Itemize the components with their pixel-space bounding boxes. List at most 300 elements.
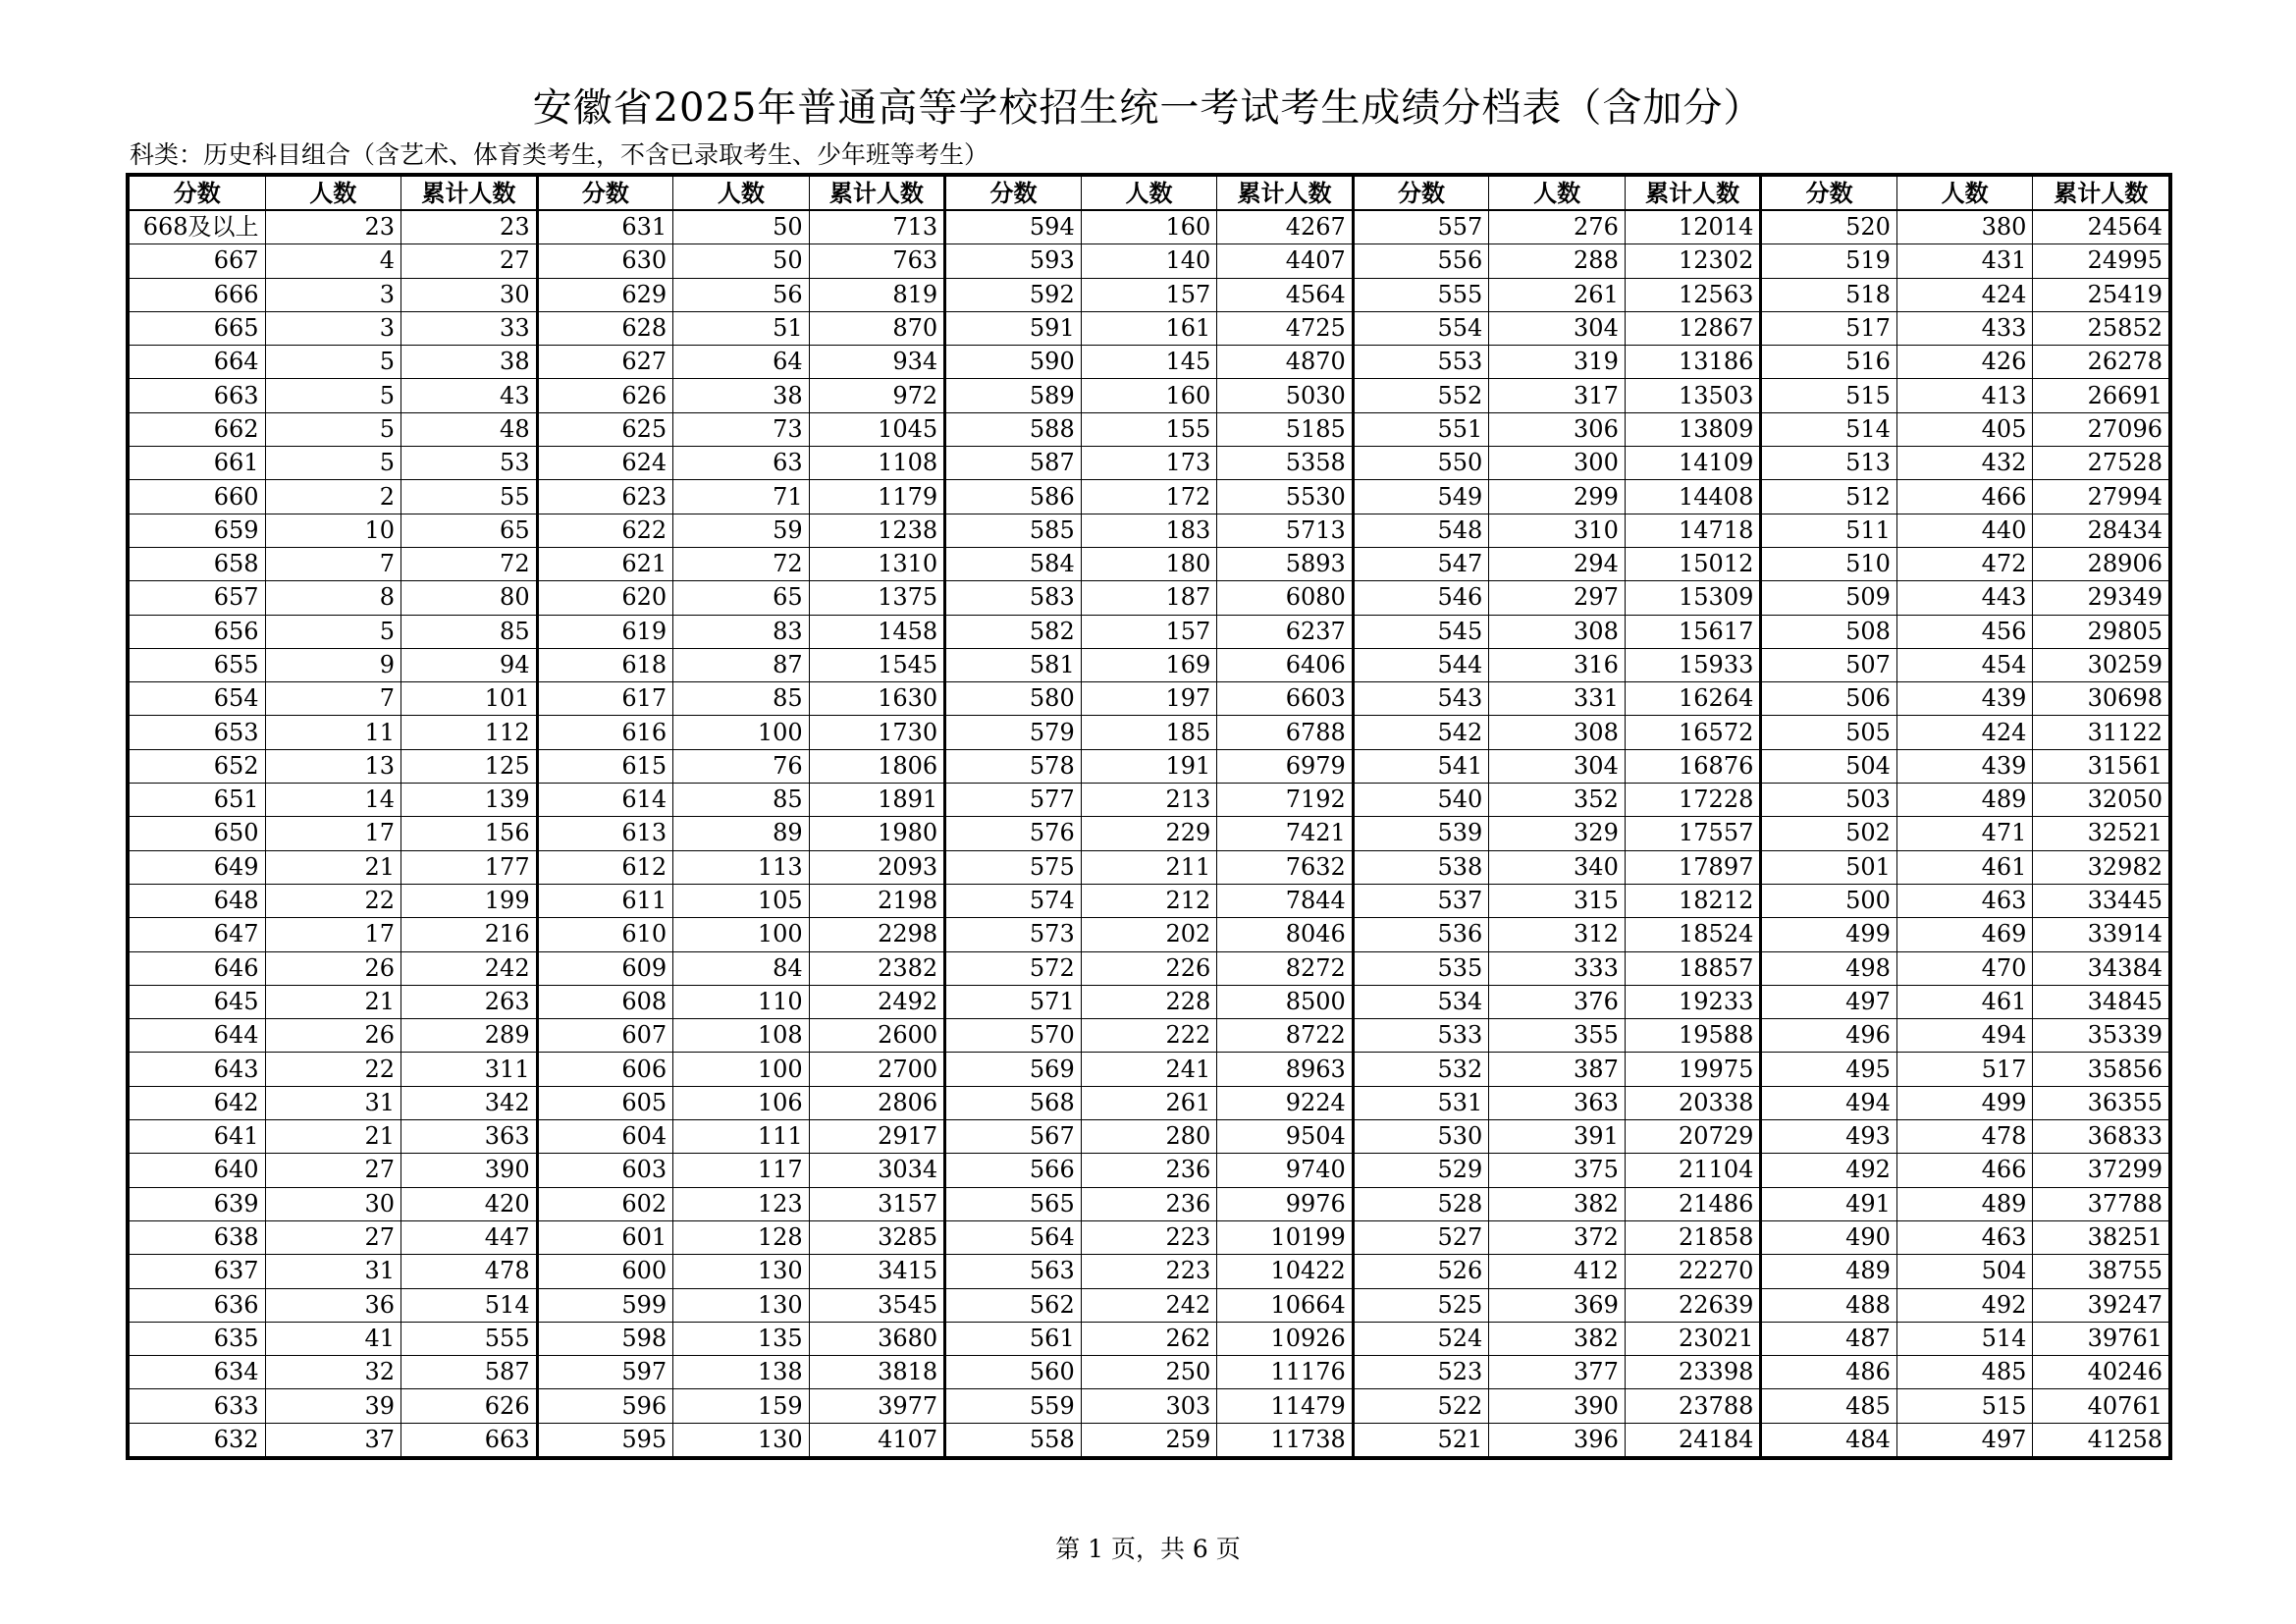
cumulative-cell: 32521 bbox=[2033, 817, 2169, 850]
cumulative-cell: 3818 bbox=[809, 1356, 945, 1389]
count-cell: 22 bbox=[265, 1053, 401, 1086]
cumulative-cell: 242 bbox=[401, 951, 538, 985]
cumulative-cell: 1458 bbox=[809, 615, 945, 648]
cumulative-cell: 819 bbox=[809, 278, 945, 311]
cumulative-cell: 37299 bbox=[2033, 1154, 2169, 1187]
score-cell: 548 bbox=[1353, 514, 1489, 547]
count-cell: 41 bbox=[265, 1322, 401, 1355]
score-cell: 656 bbox=[130, 615, 266, 648]
cumulative-cell: 8046 bbox=[1217, 918, 1354, 951]
cumulative-cell: 6080 bbox=[1217, 581, 1354, 615]
score-cell: 497 bbox=[1761, 985, 1897, 1018]
count-cell: 50 bbox=[673, 244, 810, 278]
count-cell: 173 bbox=[1081, 447, 1217, 480]
score-cell: 529 bbox=[1353, 1154, 1489, 1187]
score-cell: 591 bbox=[945, 311, 1082, 345]
count-cell: 21 bbox=[265, 985, 401, 1018]
count-cell: 22 bbox=[265, 884, 401, 917]
cumulative-cell: 35339 bbox=[2033, 1019, 2169, 1053]
cumulative-cell: 10926 bbox=[1217, 1322, 1354, 1355]
cumulative-cell: 3285 bbox=[809, 1220, 945, 1254]
count-cell: 499 bbox=[1896, 1086, 2033, 1119]
score-cell: 603 bbox=[537, 1154, 673, 1187]
score-cell: 666 bbox=[130, 278, 266, 311]
score-cell: 522 bbox=[1353, 1389, 1489, 1423]
cumulative-cell: 31561 bbox=[2033, 749, 2169, 783]
cumulative-cell: 15309 bbox=[1625, 581, 1761, 615]
score-cell: 487 bbox=[1761, 1322, 1897, 1355]
count-cell: 145 bbox=[1081, 346, 1217, 379]
score-cell: 563 bbox=[945, 1255, 1082, 1288]
cumulative-cell: 8500 bbox=[1217, 985, 1354, 1018]
cumulative-cell: 55 bbox=[401, 480, 538, 514]
score-cell: 636 bbox=[130, 1288, 266, 1322]
count-cell: 39 bbox=[265, 1389, 401, 1423]
score-cell: 661 bbox=[130, 447, 266, 480]
count-cell: 161 bbox=[1081, 311, 1217, 345]
cumulative-cell: 31122 bbox=[2033, 716, 2169, 749]
score-cell: 584 bbox=[945, 547, 1082, 580]
score-cell: 531 bbox=[1353, 1086, 1489, 1119]
score-cell: 567 bbox=[945, 1120, 1082, 1154]
score-cell: 662 bbox=[130, 412, 266, 446]
count-cell: 23 bbox=[265, 210, 401, 244]
count-cell: 110 bbox=[673, 985, 810, 1018]
score-cell: 625 bbox=[537, 412, 673, 446]
score-cell: 668及以上 bbox=[130, 210, 266, 244]
count-cell: 461 bbox=[1896, 850, 2033, 884]
cumulative-cell: 11479 bbox=[1217, 1389, 1354, 1423]
count-cell: 211 bbox=[1081, 850, 1217, 884]
count-cell: 169 bbox=[1081, 648, 1217, 681]
score-cell: 650 bbox=[130, 817, 266, 850]
count-cell: 105 bbox=[673, 884, 810, 917]
column-header-cumulative: 累计人数 bbox=[809, 177, 945, 211]
score-cell: 619 bbox=[537, 615, 673, 648]
count-cell: 426 bbox=[1896, 346, 2033, 379]
count-cell: 10 bbox=[265, 514, 401, 547]
table-row bbox=[130, 716, 2169, 749]
score-cell: 606 bbox=[537, 1053, 673, 1086]
cumulative-cell: 7192 bbox=[1217, 784, 1354, 817]
score-cell: 638 bbox=[130, 1220, 266, 1254]
column-header-count: 人数 bbox=[1896, 177, 2033, 211]
count-cell: 63 bbox=[673, 447, 810, 480]
score-cell: 590 bbox=[945, 346, 1082, 379]
cumulative-cell: 1310 bbox=[809, 547, 945, 580]
score-cell: 504 bbox=[1761, 749, 1897, 783]
table-row bbox=[130, 648, 2169, 681]
score-cell: 622 bbox=[537, 514, 673, 547]
score-cell: 571 bbox=[945, 985, 1082, 1018]
count-cell: 250 bbox=[1081, 1356, 1217, 1389]
cumulative-cell: 289 bbox=[401, 1019, 538, 1053]
count-cell: 160 bbox=[1081, 210, 1217, 244]
cumulative-cell: 29805 bbox=[2033, 615, 2169, 648]
score-cell: 608 bbox=[537, 985, 673, 1018]
score-cell: 569 bbox=[945, 1053, 1082, 1086]
count-cell: 222 bbox=[1081, 1019, 1217, 1053]
cumulative-cell: 23021 bbox=[1625, 1322, 1761, 1355]
score-cell: 607 bbox=[537, 1019, 673, 1053]
count-cell: 76 bbox=[673, 749, 810, 783]
count-cell: 157 bbox=[1081, 615, 1217, 648]
cumulative-cell: 7421 bbox=[1217, 817, 1354, 850]
score-cell: 553 bbox=[1353, 346, 1489, 379]
count-cell: 310 bbox=[1489, 514, 1626, 547]
count-cell: 242 bbox=[1081, 1288, 1217, 1322]
table-row bbox=[130, 1288, 2169, 1322]
cumulative-cell: 85 bbox=[401, 615, 538, 648]
score-cell: 513 bbox=[1761, 447, 1897, 480]
cumulative-cell: 65 bbox=[401, 514, 538, 547]
score-cell: 508 bbox=[1761, 615, 1897, 648]
score-cell: 618 bbox=[537, 648, 673, 681]
cumulative-cell: 1045 bbox=[809, 412, 945, 446]
score-cell: 573 bbox=[945, 918, 1082, 951]
cumulative-cell: 3545 bbox=[809, 1288, 945, 1322]
cumulative-cell: 16264 bbox=[1625, 682, 1761, 716]
count-cell: 517 bbox=[1896, 1053, 2033, 1086]
score-distribution-table-frame bbox=[126, 173, 2172, 1460]
cumulative-cell: 263 bbox=[401, 985, 538, 1018]
cumulative-cell: 4725 bbox=[1217, 311, 1354, 345]
cumulative-cell: 6237 bbox=[1217, 615, 1354, 648]
score-cell: 512 bbox=[1761, 480, 1897, 514]
count-cell: 504 bbox=[1896, 1255, 2033, 1288]
score-cell: 581 bbox=[945, 648, 1082, 681]
score-cell: 495 bbox=[1761, 1053, 1897, 1086]
cumulative-cell: 4564 bbox=[1217, 278, 1354, 311]
count-cell: 377 bbox=[1489, 1356, 1626, 1389]
score-cell: 657 bbox=[130, 581, 266, 615]
cumulative-cell: 1179 bbox=[809, 480, 945, 514]
count-cell: 50 bbox=[673, 210, 810, 244]
score-cell: 646 bbox=[130, 951, 266, 985]
cumulative-cell: 53 bbox=[401, 447, 538, 480]
cumulative-cell: 125 bbox=[401, 749, 538, 783]
score-cell: 596 bbox=[537, 1389, 673, 1423]
count-cell: 308 bbox=[1489, 716, 1626, 749]
count-cell: 26 bbox=[265, 951, 401, 985]
count-cell: 108 bbox=[673, 1019, 810, 1053]
score-cell: 555 bbox=[1353, 278, 1489, 311]
cumulative-cell: 39247 bbox=[2033, 1288, 2169, 1322]
cumulative-cell: 5358 bbox=[1217, 447, 1354, 480]
cumulative-cell: 6406 bbox=[1217, 648, 1354, 681]
score-cell: 527 bbox=[1353, 1220, 1489, 1254]
score-cell: 572 bbox=[945, 951, 1082, 985]
cumulative-cell: 5030 bbox=[1217, 379, 1354, 412]
count-cell: 14 bbox=[265, 784, 401, 817]
score-cell: 554 bbox=[1353, 311, 1489, 345]
count-cell: 117 bbox=[673, 1154, 810, 1187]
count-cell: 288 bbox=[1489, 244, 1626, 278]
score-cell: 574 bbox=[945, 884, 1082, 917]
score-cell: 501 bbox=[1761, 850, 1897, 884]
column-header-cumulative: 累计人数 bbox=[401, 177, 538, 211]
cumulative-cell: 7844 bbox=[1217, 884, 1354, 917]
count-cell: 37 bbox=[265, 1423, 401, 1456]
score-cell: 488 bbox=[1761, 1288, 1897, 1322]
score-cell: 486 bbox=[1761, 1356, 1897, 1389]
cumulative-cell: 94 bbox=[401, 648, 538, 681]
cumulative-cell: 5185 bbox=[1217, 412, 1354, 446]
cumulative-cell: 22270 bbox=[1625, 1255, 1761, 1288]
count-cell: 440 bbox=[1896, 514, 2033, 547]
cumulative-cell: 16876 bbox=[1625, 749, 1761, 783]
cumulative-cell: 4870 bbox=[1217, 346, 1354, 379]
count-cell: 223 bbox=[1081, 1255, 1217, 1288]
count-cell: 304 bbox=[1489, 311, 1626, 345]
count-cell: 439 bbox=[1896, 682, 2033, 716]
score-cell: 564 bbox=[945, 1220, 1082, 1254]
score-cell: 629 bbox=[537, 278, 673, 311]
score-cell: 663 bbox=[130, 379, 266, 412]
count-cell: 405 bbox=[1896, 412, 2033, 446]
score-cell: 541 bbox=[1353, 749, 1489, 783]
score-cell: 523 bbox=[1353, 1356, 1489, 1389]
cumulative-cell: 11176 bbox=[1217, 1356, 1354, 1389]
cumulative-cell: 36833 bbox=[2033, 1120, 2169, 1154]
score-cell: 550 bbox=[1353, 447, 1489, 480]
count-cell: 469 bbox=[1896, 918, 2033, 951]
cumulative-cell: 18524 bbox=[1625, 918, 1761, 951]
count-cell: 303 bbox=[1081, 1389, 1217, 1423]
count-cell: 380 bbox=[1896, 210, 2033, 244]
table-row bbox=[130, 1086, 2169, 1119]
score-cell: 565 bbox=[945, 1187, 1082, 1220]
table-row bbox=[130, 244, 2169, 278]
cumulative-cell: 19588 bbox=[1625, 1019, 1761, 1053]
count-cell: 113 bbox=[673, 850, 810, 884]
count-cell: 355 bbox=[1489, 1019, 1626, 1053]
score-cell: 506 bbox=[1761, 682, 1897, 716]
count-cell: 456 bbox=[1896, 615, 2033, 648]
count-cell: 413 bbox=[1896, 379, 2033, 412]
cumulative-cell: 3977 bbox=[809, 1389, 945, 1423]
count-cell: 515 bbox=[1896, 1389, 2033, 1423]
cumulative-cell: 342 bbox=[401, 1086, 538, 1119]
score-cell: 667 bbox=[130, 244, 266, 278]
count-cell: 300 bbox=[1489, 447, 1626, 480]
table-row bbox=[130, 1389, 2169, 1423]
score-cell: 643 bbox=[130, 1053, 266, 1086]
count-cell: 31 bbox=[265, 1086, 401, 1119]
header-row bbox=[130, 177, 2169, 211]
score-cell: 628 bbox=[537, 311, 673, 345]
count-cell: 463 bbox=[1896, 884, 2033, 917]
score-cell: 582 bbox=[945, 615, 1082, 648]
score-cell: 579 bbox=[945, 716, 1082, 749]
table-row bbox=[130, 1187, 2169, 1220]
cumulative-cell: 14718 bbox=[1625, 514, 1761, 547]
score-cell: 645 bbox=[130, 985, 266, 1018]
score-cell: 578 bbox=[945, 749, 1082, 783]
score-cell: 490 bbox=[1761, 1220, 1897, 1254]
count-cell: 3 bbox=[265, 311, 401, 345]
cumulative-cell: 33914 bbox=[2033, 918, 2169, 951]
cumulative-cell: 28906 bbox=[2033, 547, 2169, 580]
cumulative-cell: 23788 bbox=[1625, 1389, 1761, 1423]
count-cell: 390 bbox=[1489, 1389, 1626, 1423]
count-cell: 372 bbox=[1489, 1220, 1626, 1254]
column-header-count: 人数 bbox=[1081, 177, 1217, 211]
count-cell: 56 bbox=[673, 278, 810, 311]
cumulative-cell: 390 bbox=[401, 1154, 538, 1187]
cumulative-cell: 9504 bbox=[1217, 1120, 1354, 1154]
score-cell: 545 bbox=[1353, 615, 1489, 648]
table-row bbox=[130, 278, 2169, 311]
count-cell: 7 bbox=[265, 682, 401, 716]
count-cell: 180 bbox=[1081, 547, 1217, 580]
cumulative-cell: 23 bbox=[401, 210, 538, 244]
count-cell: 123 bbox=[673, 1187, 810, 1220]
cumulative-cell: 40246 bbox=[2033, 1356, 2169, 1389]
score-cell: 588 bbox=[945, 412, 1082, 446]
cumulative-cell: 37788 bbox=[2033, 1187, 2169, 1220]
table-row bbox=[130, 817, 2169, 850]
cumulative-cell: 1630 bbox=[809, 682, 945, 716]
count-cell: 84 bbox=[673, 951, 810, 985]
score-cell: 568 bbox=[945, 1086, 1082, 1119]
count-cell: 5 bbox=[265, 346, 401, 379]
score-cell: 507 bbox=[1761, 648, 1897, 681]
score-cell: 599 bbox=[537, 1288, 673, 1322]
column-header-score: 分数 bbox=[1353, 177, 1489, 211]
count-cell: 159 bbox=[673, 1389, 810, 1423]
count-cell: 308 bbox=[1489, 615, 1626, 648]
column-header-count: 人数 bbox=[265, 177, 401, 211]
cumulative-cell: 38755 bbox=[2033, 1255, 2169, 1288]
cumulative-cell: 15012 bbox=[1625, 547, 1761, 580]
count-cell: 466 bbox=[1896, 480, 2033, 514]
count-cell: 226 bbox=[1081, 951, 1217, 985]
score-cell: 489 bbox=[1761, 1255, 1897, 1288]
score-cell: 655 bbox=[130, 648, 266, 681]
count-cell: 478 bbox=[1896, 1120, 2033, 1154]
count-cell: 439 bbox=[1896, 749, 2033, 783]
count-cell: 130 bbox=[673, 1255, 810, 1288]
count-cell: 31 bbox=[265, 1255, 401, 1288]
cumulative-cell: 514 bbox=[401, 1288, 538, 1322]
table-row bbox=[130, 1220, 2169, 1254]
score-cell: 597 bbox=[537, 1356, 673, 1389]
count-cell: 433 bbox=[1896, 311, 2033, 345]
score-cell: 492 bbox=[1761, 1154, 1897, 1187]
count-cell: 228 bbox=[1081, 985, 1217, 1018]
count-cell: 352 bbox=[1489, 784, 1626, 817]
score-cell: 600 bbox=[537, 1255, 673, 1288]
score-cell: 530 bbox=[1353, 1120, 1489, 1154]
table-row bbox=[130, 447, 2169, 480]
score-cell: 658 bbox=[130, 547, 266, 580]
score-cell: 496 bbox=[1761, 1019, 1897, 1053]
cumulative-cell: 2806 bbox=[809, 1086, 945, 1119]
cumulative-cell: 1545 bbox=[809, 648, 945, 681]
column-header-count: 人数 bbox=[673, 177, 810, 211]
count-cell: 27 bbox=[265, 1154, 401, 1187]
count-cell: 229 bbox=[1081, 817, 1217, 850]
cumulative-cell: 363 bbox=[401, 1120, 538, 1154]
cumulative-cell: 177 bbox=[401, 850, 538, 884]
count-cell: 100 bbox=[673, 918, 810, 951]
count-cell: 489 bbox=[1896, 784, 2033, 817]
cumulative-cell: 32982 bbox=[2033, 850, 2169, 884]
count-cell: 71 bbox=[673, 480, 810, 514]
score-cell: 546 bbox=[1353, 581, 1489, 615]
count-cell: 135 bbox=[673, 1322, 810, 1355]
score-cell: 626 bbox=[537, 379, 673, 412]
count-cell: 65 bbox=[673, 581, 810, 615]
cumulative-cell: 1806 bbox=[809, 749, 945, 783]
table-row bbox=[130, 547, 2169, 580]
score-cell: 509 bbox=[1761, 581, 1897, 615]
count-cell: 461 bbox=[1896, 985, 2033, 1018]
count-cell: 329 bbox=[1489, 817, 1626, 850]
score-cell: 580 bbox=[945, 682, 1082, 716]
score-cell: 644 bbox=[130, 1019, 266, 1053]
table-row bbox=[130, 581, 2169, 615]
count-cell: 382 bbox=[1489, 1187, 1626, 1220]
count-cell: 9 bbox=[265, 648, 401, 681]
column-header-count: 人数 bbox=[1489, 177, 1626, 211]
score-cell: 593 bbox=[945, 244, 1082, 278]
count-cell: 83 bbox=[673, 615, 810, 648]
column-header-score: 分数 bbox=[537, 177, 673, 211]
score-cell: 520 bbox=[1761, 210, 1897, 244]
cumulative-cell: 21486 bbox=[1625, 1187, 1761, 1220]
cumulative-cell: 6788 bbox=[1217, 716, 1354, 749]
score-cell: 614 bbox=[537, 784, 673, 817]
cumulative-cell: 2600 bbox=[809, 1019, 945, 1053]
count-cell: 294 bbox=[1489, 547, 1626, 580]
score-cell: 586 bbox=[945, 480, 1082, 514]
cumulative-cell: 2917 bbox=[809, 1120, 945, 1154]
cumulative-cell: 24184 bbox=[1625, 1423, 1761, 1456]
count-cell: 316 bbox=[1489, 648, 1626, 681]
cumulative-cell: 27096 bbox=[2033, 412, 2169, 446]
count-cell: 471 bbox=[1896, 817, 2033, 850]
score-cell: 543 bbox=[1353, 682, 1489, 716]
count-cell: 236 bbox=[1081, 1154, 1217, 1187]
count-cell: 5 bbox=[265, 615, 401, 648]
cumulative-cell: 14109 bbox=[1625, 447, 1761, 480]
cumulative-cell: 3415 bbox=[809, 1255, 945, 1288]
score-cell: 605 bbox=[537, 1086, 673, 1119]
score-cell: 552 bbox=[1353, 379, 1489, 412]
count-cell: 8 bbox=[265, 581, 401, 615]
count-cell: 38 bbox=[673, 379, 810, 412]
cumulative-cell: 10664 bbox=[1217, 1288, 1354, 1322]
score-cell: 493 bbox=[1761, 1120, 1897, 1154]
score-cell: 500 bbox=[1761, 884, 1897, 917]
score-cell: 556 bbox=[1353, 244, 1489, 278]
count-cell: 17 bbox=[265, 817, 401, 850]
score-cell: 641 bbox=[130, 1120, 266, 1154]
cumulative-cell: 2492 bbox=[809, 985, 945, 1018]
count-cell: 51 bbox=[673, 311, 810, 345]
score-cell: 627 bbox=[537, 346, 673, 379]
score-cell: 499 bbox=[1761, 918, 1897, 951]
column-header-score: 分数 bbox=[945, 177, 1082, 211]
cumulative-cell: 1730 bbox=[809, 716, 945, 749]
cumulative-cell: 25419 bbox=[2033, 278, 2169, 311]
cumulative-cell: 2382 bbox=[809, 951, 945, 985]
score-cell: 587 bbox=[945, 447, 1082, 480]
score-cell: 609 bbox=[537, 951, 673, 985]
column-header-cumulative: 累计人数 bbox=[1217, 177, 1354, 211]
